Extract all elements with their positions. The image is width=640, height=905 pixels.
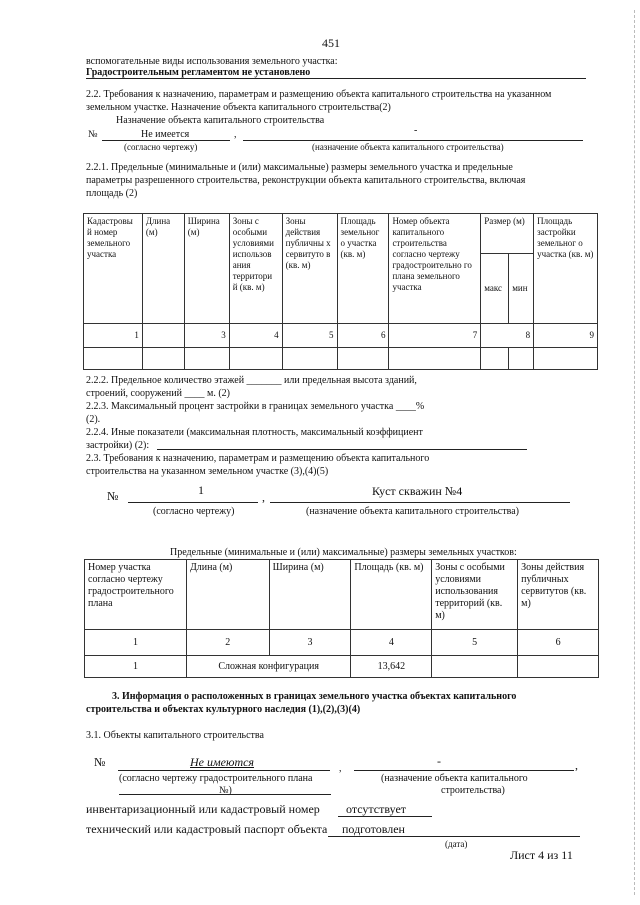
t2-header-length: Длина (м) [186, 560, 269, 630]
t2-num: 4 [351, 630, 432, 656]
s31-inv-label: инвентаризационный или кадастровый номер [86, 802, 320, 816]
s22-no-value: Не имеется [141, 129, 190, 140]
table-plot-sizes [84, 559, 599, 678]
s31-inv-line [338, 816, 432, 817]
t1-cell [337, 348, 389, 370]
t2-header-width: Ширина (м) [269, 560, 351, 630]
intro-line-1: вспомогательные виды использования земельного участка: [86, 56, 338, 67]
t2-header-area: Площадь (кв. м) [351, 560, 432, 630]
t2-num: 1 [85, 630, 187, 656]
t1-header-min: мин [509, 254, 534, 324]
s23-caption-left: (согласно чертежу) [153, 506, 235, 517]
t1-cell [184, 348, 229, 370]
s31-no-label: № [94, 755, 106, 769]
t1-cell [509, 348, 534, 370]
s23-no-value: 1 [198, 483, 204, 497]
s22-text-3: Назначение объекта капитального строительства [116, 115, 325, 126]
page-number: 451 [322, 36, 340, 50]
s31-no-value: Не имеются [190, 755, 255, 769]
s23-no-line [128, 502, 258, 503]
t2-num: 6 [518, 630, 599, 656]
s22-text-1: 2.2. Требования к назначению, параметрам и размещению объекта капитального строительства на указанном [86, 89, 552, 100]
s224-line [157, 449, 527, 450]
s23-comma: , [262, 490, 265, 504]
s3-title-1: 3. Информация о расположенных в границах земельного участка объектах капитального [112, 691, 517, 702]
sheet-number: Лист 4 из 11 [510, 848, 573, 862]
t1-header-length: Длина (м) [142, 214, 184, 324]
s22-dash: - [414, 125, 418, 136]
t1-num: 8 [481, 324, 534, 348]
table-parameters [83, 213, 598, 370]
t2-num: 3 [269, 630, 351, 656]
t1-header-buildarea: Площадь застройки земельног о участка (кв. м) [534, 214, 598, 324]
s223-text-1: 2.2.3. Максимальный процент застройки в границах земельного участка ____% [86, 401, 425, 412]
s22-text-2: земельном участке. Назначение объекта капитального строительства(2) [86, 102, 391, 113]
t1-cell [534, 348, 598, 370]
t1-header-width: Ширина (м) [184, 214, 229, 324]
t2-header-zones: Зоны с особыми условиями использования территорий (кв. м) [432, 560, 518, 630]
t1-header-object-no: Номер объекта капитального строительства согласно чертежу градостроительно го плана земельного участка [389, 214, 481, 324]
s23-text-2: строительства на указанном земельном участке (3),(4)(5) [86, 466, 329, 477]
s31-caption-left-1: (согласно чертежу градостроительного плана [119, 773, 313, 784]
s31-caption-right-2: строительства) [441, 785, 505, 796]
t1-header-zones: Зоны с особыми условиями использов ания территори й (кв. м) [229, 214, 282, 324]
s224-text-2: застройки) (2): [86, 440, 150, 451]
intro-line-2: Градостроительным регламентом не установлено [86, 67, 311, 78]
t2-row-config: Сложная конфигурация [186, 656, 350, 678]
s221-text-2: параметры разрешенного строительства, реконструкции объекта капитального строительства, включая [86, 175, 526, 186]
s22-caption-right: (назначение объекта капитального строительства) [312, 142, 504, 152]
s23-caption-right: (назначение объекта капитального строительства) [306, 506, 519, 517]
s31-caption-left-2: №) [219, 785, 232, 796]
t2-row-area: 13,642 [351, 656, 432, 678]
t1-cell [142, 348, 184, 370]
t1-header-area: Площадь земельног о участка (кв. м) [337, 214, 389, 324]
t1-num: 3 [184, 324, 229, 348]
t2-row-servitude [518, 656, 599, 678]
intro-underline [86, 78, 586, 79]
t1-header-cadastral: Кадастровы й номер земельного участка [84, 214, 143, 324]
s223-text-2: (2). [86, 414, 101, 425]
s3-title-2: строительства и объектах культурного наследия (1),(2),(3)(4) [86, 704, 361, 715]
t1-cell [389, 348, 481, 370]
t1-header-max: макс [481, 254, 509, 324]
t2-row-plot: 1 [85, 656, 187, 678]
s23-text-1: 2.3. Требования к назначению, параметрам и размещению объекта капитального [86, 453, 430, 464]
s31-caption-right-1: (назначение объекта капитального [381, 773, 528, 784]
s31-dash: - [437, 754, 441, 768]
s222-text-1: 2.2.2. Предельное количество этажей _______ или предельная высота зданий, [86, 375, 417, 386]
t1-cell [282, 348, 337, 370]
s31-passport-line [328, 836, 580, 837]
t1-cell [481, 348, 509, 370]
t1-header-servitude: Зоны действия публичны х сервитуто в (кв. м) [282, 214, 337, 324]
s22-caption-left: (согласно чертежу) [124, 142, 198, 152]
s31-passport-value: подготовлен [342, 822, 405, 836]
t1-num: 4 [229, 324, 282, 348]
t2-header-servitude: Зоны действия публичных сервитутов (кв. м) [518, 560, 599, 630]
t1-num: 6 [337, 324, 389, 348]
s31-title: 3.1. Объекты капитального строительства [86, 730, 264, 741]
t1-cell [229, 348, 282, 370]
t1-num [142, 324, 184, 348]
t1-num: 7 [389, 324, 481, 348]
s31-purpose-line [354, 770, 574, 771]
page-edge [634, 10, 635, 895]
s23-no-label: № [107, 489, 119, 503]
s31-date-caption: (дата) [445, 839, 468, 849]
t2-row-zones [432, 656, 518, 678]
t1-cell [84, 348, 143, 370]
t2-num: 2 [186, 630, 269, 656]
s222-text-2: строений, сооружений ____ м. (2) [86, 388, 230, 399]
s221-text-3: площадь (2) [86, 188, 138, 199]
s221-text-1: 2.2.1. Предельные (минимальные и (или) максимальные) размеры земельного участка и предельные [86, 162, 513, 173]
s31-passport-label: технический или кадастровый паспорт объекта [86, 822, 328, 836]
t2-header-plot: Номер участка согласно чертежу градостроительного плана [85, 560, 187, 630]
s22-no-label: № [88, 129, 98, 140]
s31-caption-left-line [119, 794, 331, 795]
s23-purpose-line [270, 502, 570, 503]
t1-num: 1 [84, 324, 143, 348]
t1-num: 5 [282, 324, 337, 348]
s31-inv-value: отсутствует [346, 802, 407, 816]
t1-num: 9 [534, 324, 598, 348]
s224-text-1: 2.2.4. Иные показатели (максимальная плотность, максимальный коэффициент [86, 427, 423, 438]
s31-no-line [118, 770, 330, 771]
t1-header-size: Размер (м) [481, 214, 534, 254]
t2-num: 5 [432, 630, 518, 656]
s23-purpose: Куст скважин №4 [372, 484, 463, 498]
table2-title: Предельные (минимальные и (или) максимальные) размеры земельных участков: [170, 547, 517, 558]
